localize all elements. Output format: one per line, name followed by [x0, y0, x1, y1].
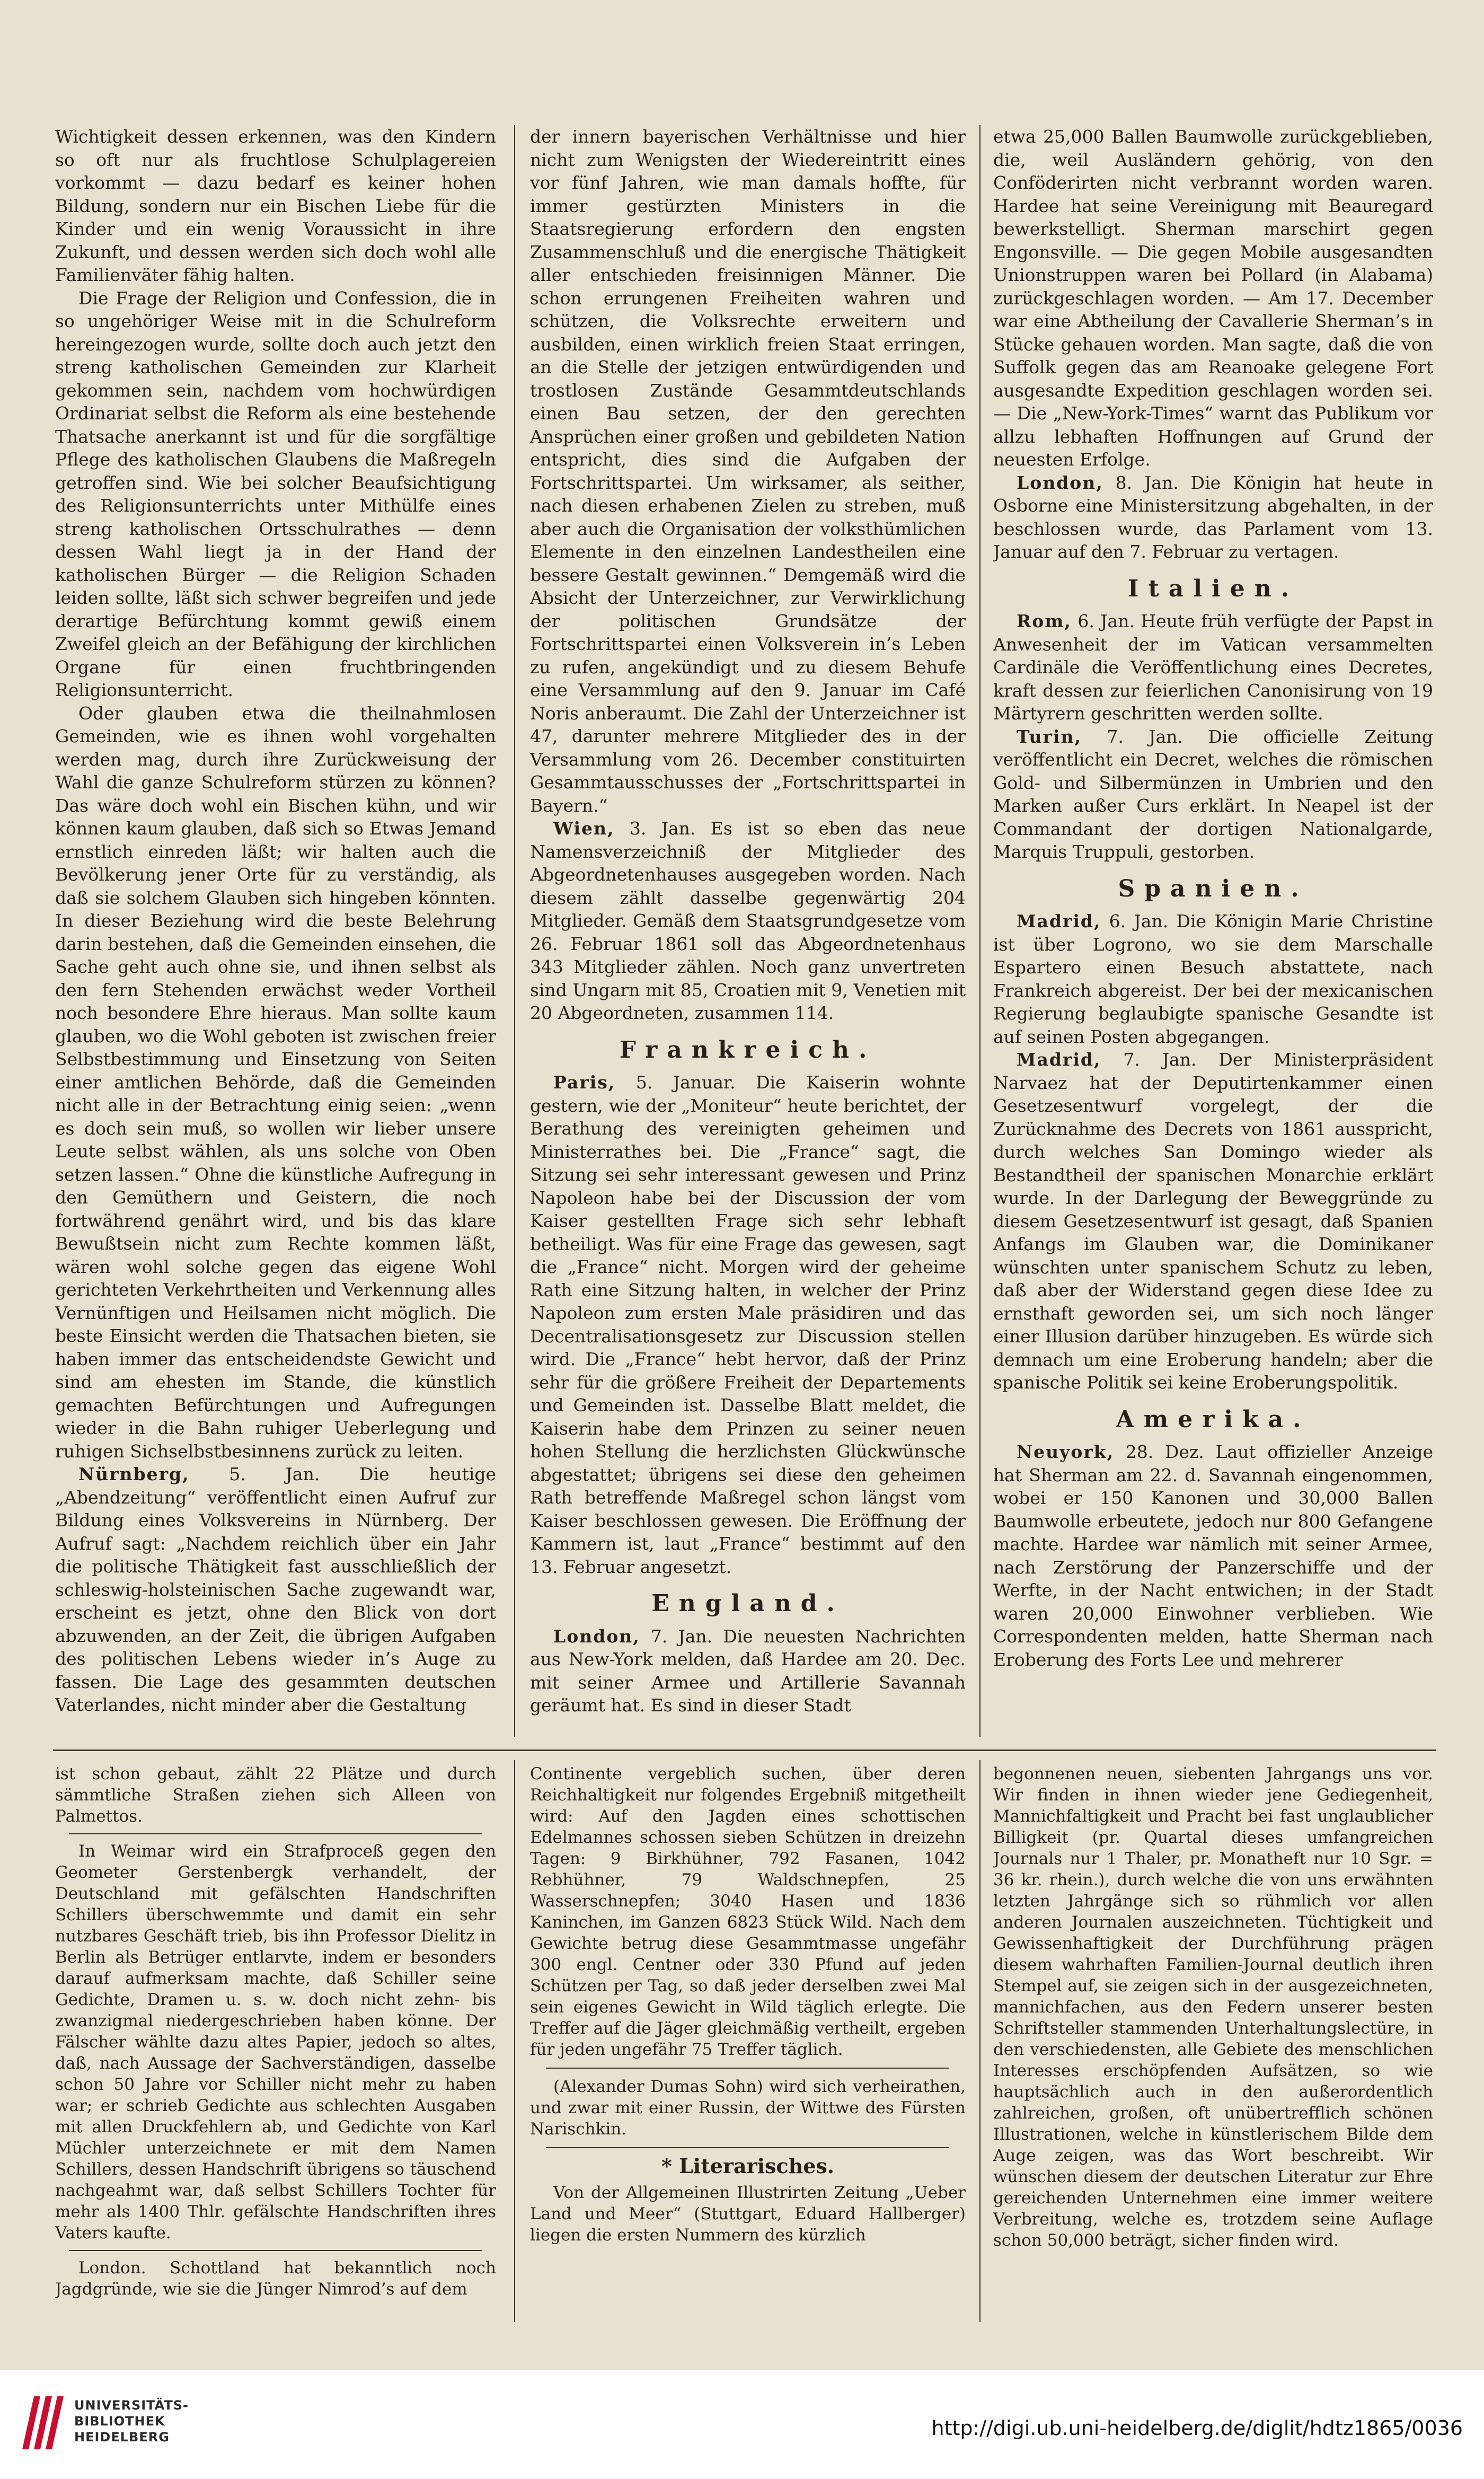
place-name: Nürnberg, [78, 1464, 190, 1484]
column-divider [979, 1760, 980, 2322]
column-2 [530, 125, 966, 1731]
paragraph: In Weimar wird ein Strafproceß gegen den Geometer Gerstenbergk verhandelt, der Deutschland mit gefälschten Handschriften Schillers überschwemmte und damit ein sehr nutzbares Geschäft trieb, bis ihn Professor Dielitz in Berlin als Betrüger entlarvte, indem er besonders darauf aufmerksam machte, daß Schiller seine Gedichte, Dramen u. s. w. doch nicht zehn- bis zwanzigmal niedergeschrieben haben könne. Der Fälscher wählte dazu altes Papier, jedoch so altes, daß, nach Aussage der Sachverständigen, dasselbe schon 50 Jahre vor Schiller nicht mehr zu haben war; er schrieb Gedichte aus schlechten Ausgaben mit allen Druckfehlern ab, und Gedichte von Karl Müchler unterzeichnete er mit dem Namen Schillers, dessen Handschrift übrigens so täuschend nachgeahmt war, daß selbst Schillers Tochter für mehr als 1400 Thlr. gefälschte Handschriften ihres Vaters kaufte. [55, 1842, 496, 2243]
section-heading: Frankreich. [619, 1036, 877, 1063]
paragraph: der innern bayerischen Verhältnisse und hier nicht zum Wenigsten der Wiedereintritt eines vor fünf Jahren, wie man damals hoffte, für immer gestürzten Ministers in die Staatsregierung erfordern den engsten Zusammenschluß und die energische Thätigkeit aller entschieden freisinnigen Männer. Die schon errungenen Freiheiten wahren und schützen, die Volksrechte erweitern und ausbilden, einen wirklich freien Staat erringen, an die Stelle der jetzigen entwürdigenden und trostlosen Zustände Gesammtdeutschlands einen Bau setzen, der den gerechten Ansprüchen einer großen und gebildeten Nation entspricht, dies sind die Aufgaben der Fortschrittspartei. Um wirksamer, als seither, nach diesen erhabenen Zielen zu streben, muß aber auch die Organisation der volksthümlichen Elemente in den einzelnen Landestheilen eine bessere Gestalt gewinnen.“ Demgemäß wird die Absicht der Unterzeichner, zur Verwirklichung der politischen Grundsätze der Fortschrittspartei einen Volksverein in’s Leben zu rufen, angekündigt und zu diesem Behufe eine Versammlung auf den 9. Januar im Café Noris anberaumt. Die Zahl der Unterzeichner ist 47, darunter mehrere Mitglieder des in der Versammlung vom 26. December constituirten Gesammtausschusses der „Fortschrittspartei in Bayern.“ [530, 126, 966, 816]
article-nuernberg [55, 1463, 496, 1717]
place-name: Paris, [553, 1072, 616, 1093]
article-neuyork [993, 1440, 1433, 1671]
paragraph: Von der Allgemeinen Illustrirten Zeitung „Ueber Land und Meer“ (Stuttgart, Eduard Hallberger) liegen die ersten Nummern des kürzlich [530, 2183, 966, 2245]
column-1 [55, 125, 496, 1731]
paragraph: ist schon gebaut, zählt 22 Plätze und durch sämmtliche Straßen ziehen sich Alleen von Palmettos. [55, 1764, 496, 1826]
article-text: 3. Jan. Es ist so eben das neue Namensverzeichniß der Mitglieder des Abgeordnetenhauses ausgegeben worden. Nach diesem zählt dasselbe gegenwärtig 204 Mitglieder. Gemäß dem Staatsgrundgesetze vom 26. Februar 1861 soll das Abgeordnetenhaus 343 Mitglieder zählen. Noch ganz unvertreten sind Ungarn mit 85, Croatien mit 9, Venetien mit 20 Abgeordneten, zusammen 114. [530, 818, 966, 1023]
article-text: 5. Jan. Die heutige „Abendzeitung“ veröffentlicht einen Aufruf zur Bildung eines Volksvereins in Nürnberg. Der Aufruf sagt: „Nachdem reichlich über ein Jahr die politische Thätigkeit fast ausschließlich der schleswig-holsteinischen Sache zugewandt war, erscheint es jetzt, ohne den Blick von dort abzuwenden, an der Zeit, die übrigen Aufgaben des politischen Lebens wieder in’s Auge zu fassen. Die Lage des gesammten deutschen Vaterlandes, nicht minder aber die Gestaltung [55, 1464, 496, 1715]
article-madrid [993, 910, 1433, 1048]
column-divider [979, 125, 980, 1737]
place-name: Neuyork, [1017, 1441, 1115, 1462]
place-name: Madrid, [1017, 911, 1101, 931]
paragraph: etwa 25,000 Ballen Baumwolle zurückgeblieben, die, weil Ausländern gehörig, von den Conföderirten nicht verbrannt worden waren. Hardee hat seine Vereinigung mit Beauregard bewerkstelligt. Sherman marschirt gegen Engonsville. — Die gegen Mobile ausgesandten Unionstruppen waren bei Pollard (in Alabama) zurückgeschlagen worden. — Am 17. December war eine Abtheilung der Cavallerie Sherman’s in Stücke gehauen worden. Man sagte, daß die von Suffolk gegen das am Reanoake gelegene Fort ausgesandte Expedition geschlagen worden sei. — Die „New-York-Times“ warnt das Publikum vor allzu lebhaften Hoffnungen auf Grund der neuesten Erfolge. [993, 126, 1433, 470]
paragraph: London. Schottland hat bekanntlich noch Jagdgründe, wie sie die Jünger Nimrod’s auf dem [55, 2258, 496, 2299]
article-wien [530, 817, 966, 1025]
divider [546, 2068, 949, 2069]
lower-column-3 [993, 1763, 1433, 2315]
lower-column-2 [530, 1763, 966, 2315]
place-name: London, [553, 1625, 640, 1647]
place-name: Rom, [1017, 611, 1072, 631]
paragraph: Wichtigkeit dessen erkennen, was den Kindern so oft nur als fruchtlose Schulplagereien vorkommt — dazu bedarf es keiner hohen Bildung, sondern nur ein Bischen Liebe für die Kinder und ein wenig Voraussicht in ihre Zukunft, und dessen werden sich doch wohl alle Familienväter fähig halten. [55, 126, 496, 285]
place-name: Madrid, [1017, 1049, 1101, 1070]
article-text: 8. Jan. Die Königin hat heute in Osborne eine Ministersitzung abgehalten, in der beschlossen wurde, das Parlament vom 13. Januar auf den 7. Februar zu vertagen. [993, 472, 1433, 562]
institution-line: BIBLIOTHEK [74, 2414, 165, 2429]
article-text: 6. Jan. Heute früh verfügte der Papst in Anwesenheit der im Vatican versammelten Cardinäle die Veröffentlichung eines Decretes, kraft dessen zur feierlichen Canonisirung von 19 Märtyrern geschritten werden sollte. [993, 611, 1433, 724]
place-name: Turin, [1017, 726, 1082, 747]
paragraph: (Alexander Dumas Sohn) wird sich verheirathen, und zwar mit einer Russin, der Wittwe des Fürsten Narischkin. [530, 2077, 966, 2139]
column-3 [993, 125, 1433, 1731]
article-text: 7. Jan. Der Ministerpräsident Narvaez hat der Deputirtenkammer einen Gesetzesentwurf vorgelegt, der die Zurücknahme des Decrets von 1861 ausspricht, durch welches San Domingo wieder als Bestandtheil der spanischen Monarchie erklärt wurde. In der Darlegung der Beweggründe zu diesem Gesetzesentwurf ist gesagt, daß Spanien Anfangs im Glauben war, die Dominikaner wünschten unter spanischem Schutz zu leben, daß aber der Widerstand gegen diese Idee zu ernsthaft geworden sei, um sich noch länger einer Illusion darüber hinzugeben. Es würde sich demnach um eine Eroberung handeln; aber die spanische Politik sei keine Eroberungspolitik. [993, 1049, 1433, 1393]
column-divider [514, 125, 515, 1737]
article-text: 6. Jan. Die Königin Marie Christine ist über Logrono, wo sie dem Marschalle Espartero einen Besuch abstattete, nach Frankreich abgereist. Der bei der mexicanischen Regierung beglaubigte spanische Gesandte ist auf seinen Posten abgegangen. [993, 911, 1433, 1047]
place-name: London, [1017, 472, 1103, 493]
paragraph: Continente vergeblich suchen, über deren Reichhaltigkeit nur folgendes Ergebniß mitgetheilt wird: Auf den Jagden eines schottischen Edelmannes schossen sieben Schützen in dreizehn Tagen: 9 Birkhühner, 792 Fasanen, 1042 Rebhühner, 79 Waldschnepfen, 25 Wasserschnepfen; 3040 Hasen und 1836 Kaninchen, im Ganzen 6823 Stück Wild. Nach dem Gewichte betrug diese Gesammtmasse ungefähr 300 engl. Centner oder 330 Pfund auf jeden Schützen per Tag, so daß jeder derselben zwei Mal sein eigenes Gewicht in Wild täglich erlegte. Die Treffer auf die Jäger gleichmäßig vertheilt, ergeben für jeden ungefähr 75 Treffer täglich. [530, 1764, 966, 2059]
article-text: 28. Dez. Laut offizieller Anzeige hat Sherman am 22. d. Savannah eingenommen, wobei er 150 Kanonen und 30,000 Ballen Baumwolle erbeutete, jedoch nur 800 Gefangene machte. Hardee war nämlich mit seiner Armee, nach Zerstörung der Panzerschiffe und der Werfte, in der Nacht entwichen; in der Stadt waren 20,000 Einwohner verblieben. Wie Correspondenten melden, hatte Sherman nach Eroberung des Forts Lee und mehrerer [993, 1441, 1433, 1670]
paragraph: Oder glauben etwa die theilnahmlosen Gemeinden, wie es ihnen wohl vorgehalten werden mag, durch ihre Zurückweisung der Wahl die ganze Schulreform stürzen zu können? Das wäre doch wohl ein Bischen kühn, und wir können kaum glauben, daß sich so Etwas Jemand ernstlich einreden läßt; wir halten auch die Bevölkerung jener Orte für zu verständig, als daß sie solchem Glauben sich hingeben könnten. In dieser Beziehung wird die beste Belehrung darin bestehen, daß die Gemeinden einsehen, die Sache geht auch ohne sie, und ihnen selbst als den fern Stehenden erwächst weder Vortheil noch besondere Ehre hieraus. Man sollte kaum glauben, wo die Wohl geboten ist zwischen freier Selbstbestimmung und Einsetzung von Seiten einer amtlichen Behörde, daß die Gemeinden nicht alle in der Betrachtung einig seien: „wenn es doch sein muß, so wollen wir lieber unsere Leute selbst wählen, als uns solche von Oben setzen lassen.“ Ohne die künstliche Aufregung in den Gemüthern und Geistern, die noch fortwährend genährt wird, und bis das klare Bewußtsein nicht zum Rechte kommen läßt, wären wohl solche gegen das eigene Wohl gerichteten Verkehrtheiten und Verkennung alles Vernünftigen und Heilsamen nicht möglich. Die beste Einsicht werden die Thatsachen bieten, sie haben immer das entscheidendste Gewicht und sind am ehesten im Stande, die künstlich gemachten Befürchtungen und Aufregungen wieder in die Bahn ruhiger Ueberlegung und ruhigen Sichselbstbesinnens zurück zu leiten. [55, 702, 496, 1462]
section-divider [53, 1750, 1436, 1751]
section-heading: Spanien. [1118, 875, 1309, 902]
institution-line: UNIVERSITÄTS- [74, 2398, 189, 2413]
section-heading: Amerika. [1116, 1405, 1311, 1433]
article-london [530, 1625, 966, 1717]
paragraph: Die Frage der Religion und Confession, die in so ungehöriger Weise mit in die Schulreform hereingezogen wurde, sollte doch auch jetzt den streng katholischen Gemeinden zur Klarheit gekommen sein, nachdem vom hochwürdigen Ordinariat selbst die Reform als eine bestehende Thatsache anerkannt ist und für die sorgfältige Pflege des katholischen Glaubens die Maßregeln getroffen sind. Wie bei solcher Beaufsichtigung des Religionsunterrichts unter Mithülfe eines streng katholischen Ortsschulrathes — denn dessen Wahl liegt ja in der Hand der katholischen Bürger — die Religion Schaden leiden sollte, läßt sich schwer begreifen und jede derartige Befürchtung kommt gewiß einem Zweifel gleich an der Befähigung der kirchlichen Organe für einen fruchtbringenden Religionsunterricht. [55, 287, 496, 700]
article-text: 5. Januar. Die Kaiserin wohnte gestern, wie der „Moniteur“ heute berichtet, der Berathung des vereinigten geheimen und Ministerrathes bei. Die „France“ sagt, die Sitzung sei sehr interessant gewesen und Prinz Napoleon habe bei der Discussion der vom Kaiser gestellten Frage sich sehr lebhaft betheiligt. Was für eine Frage das gewesen, sagt die „France“ nicht. Morgen wird der geheime Rath eine Sitzung halten, in welcher der Prinz Napoleon zum ersten Male präsidiren und das Decentralisationsgesetz zur Discussion stellen wird. Die „France“ hebt hervor, daß der Prinz sehr für die größere Freiheit der Departements und Gemeinden ist. Dasselbe Blatt meldet, die Kaiserin habe dem Prinzen zu seiner neuen hohen Stellung die herzlichsten Glückwünsche abgestattet; übrigens sei diese den geheimen Rath betreffende Maßregel schon längst vom Kaiser beschlossen gewesen. Die Eröffnung der Kammern ist, laut „France“ bestimmt auf den 13. Februar angesetzt. [530, 1072, 966, 1577]
divider [69, 1833, 482, 1834]
section-heading: Italien. [1127, 575, 1299, 602]
column-divider [514, 1760, 515, 2322]
article-paris [530, 1071, 966, 1578]
article-text: 7. Jan. Die neuesten Nachrichten aus New-York melden, daß Hardee am 20. Dec. mit seiner Armee und Artillerie Savannah geräumt hat. Es sind in dieser Stadt [530, 1625, 966, 1716]
institution-name [74, 2397, 189, 2445]
article-rom [993, 610, 1433, 725]
literary-heading: * Literarisches. [661, 2154, 835, 2178]
footer-bar [0, 2370, 1484, 2479]
article-text: 7. Jan. Die officielle Zeitung veröffentlicht ein Decret, welches die römischen Gold- und Silbermünzen in Umbrien und den Marken außer Curs erklärt. In Neapel ist der Commandant der dortigen Nationalgarde, Marquis Truppuli, gestorben. [993, 726, 1433, 862]
source-url-link[interactable]: http://digi.ub.uni-heidelberg.de/diglit/hdtz1865/0036 [931, 2416, 1463, 2440]
article-madrid [993, 1048, 1433, 1394]
university-library-logo-icon [18, 2391, 66, 2455]
divider [546, 2147, 949, 2148]
article-turin [993, 725, 1433, 864]
paragraph: begonnenen neuen, siebenten Jahrgangs uns vor. Wir finden in ihnen wieder jene Gediegenheit, Mannichfaltigkeit und Pracht bei fast unglaublicher Billigkeit (pr. Quartal dieses umfangreichen Journals nur 1 Thaler, pr. Monatheft nur 10 Sgr. = 36 kr. rhein.), durch welche die von uns erwähnten letzten Jahrgänge sich so rühmlich vor allen anderen Journalen auszeichneten. Tüchtigkeit und Gewissenhaftigkeit der Durchführung prägen diesem wahrhaften Familien-Journal deutlich ihren Stempel auf, sie zeigen sich in der ausgezeichneten, mannichfachen, aus den Federn unserer besten Schriftsteller stammenden Unterhaltungslectüre, in den verschiedensten, alle Gebiete des menschlichen Interesses erschöpfenden Aufsätzen, so wie hauptsächlich auch in den außerordentlich zahlreichen, großen, oft unübertrefflich schönen Illustrationen, welche in künstlerischem Bilde dem Auge zeigen, was das Wort beschreibt. Wir wünschen diesem der deutschen Literatur zur Ehre gereichenden Unternehmen eine immer weitere Verbreitung, welche es, trotzdem seine Auflage schon 50,000 beträgt, sicher finden wird. [993, 1764, 1433, 2250]
place-name: Wien, [553, 818, 615, 839]
article-london [993, 471, 1433, 564]
lower-column-1 [55, 1763, 496, 2315]
section-heading: England. [651, 1590, 844, 1617]
divider [69, 2250, 482, 2251]
institution-line: HEIDELBERG [74, 2430, 170, 2445]
